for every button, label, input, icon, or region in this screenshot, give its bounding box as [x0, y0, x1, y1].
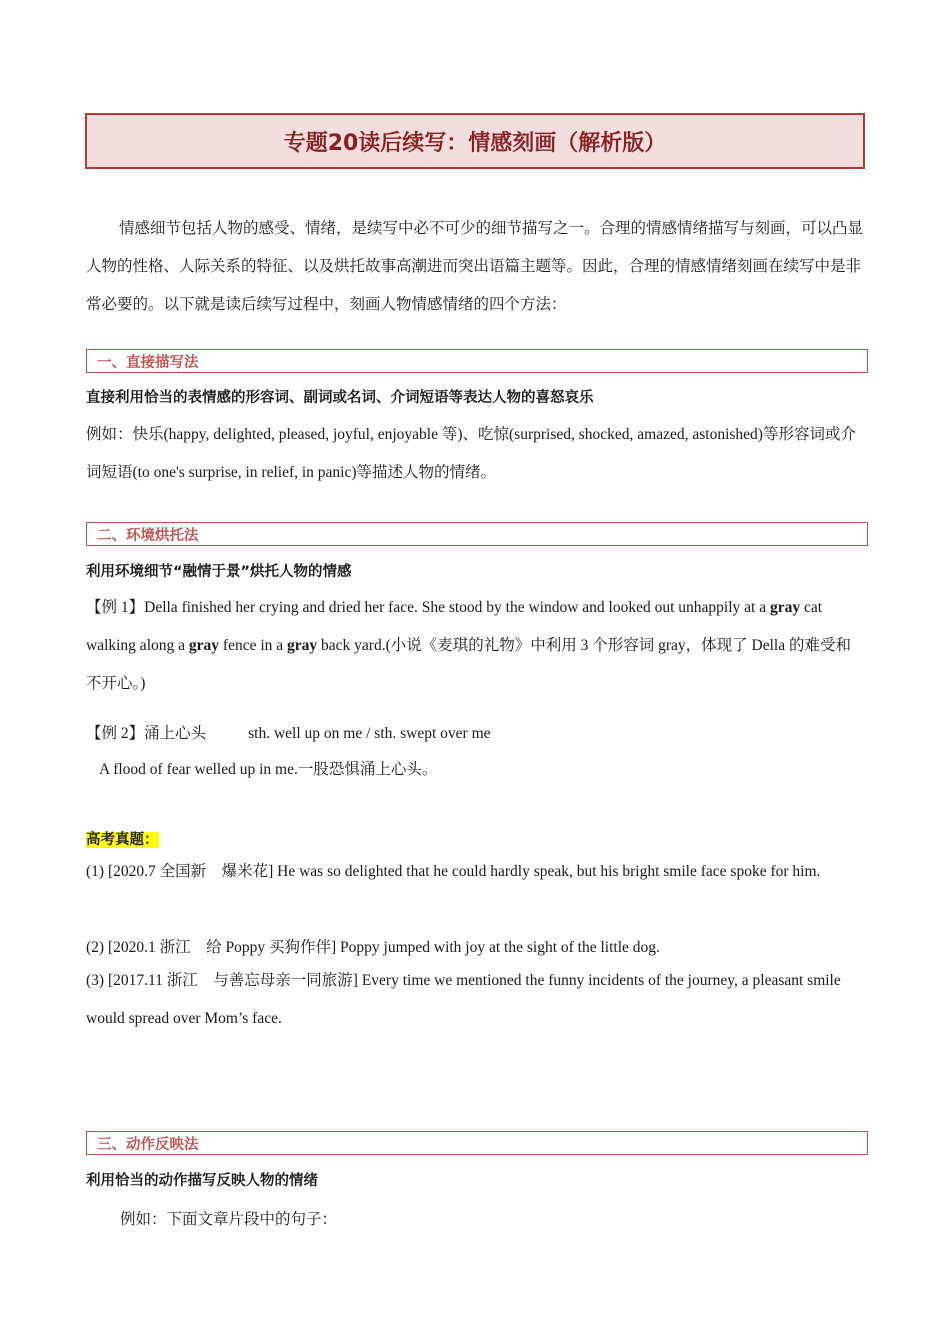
keyword-gray: gray: [188, 637, 220, 654]
page-title: 专题20读后续写：情感刻画（解析版）: [283, 130, 667, 156]
example-1-text: fence in a: [219, 637, 288, 654]
example-1-text: back yard.(小说《麦琪的礼物》中利用 3 个形容词 gray，体现了 Della 的难受和不开心。): [86, 637, 851, 692]
section-heading-text: 二、环境烘托法: [97, 527, 199, 544]
exam-item: (1) [2020.7 全国新 爆米花] He was so delighted that he could hardly speak, but his bright smile face spoke for him.: [86, 863, 821, 880]
title-box: [85, 113, 865, 169]
example-1-text: cat walking along a: [86, 599, 823, 654]
example-line: 例如：下面文章片段中的句子：: [120, 1211, 338, 1228]
example-2-phrase: sth. well up on me / sth. swept over me: [248, 725, 491, 742]
exam-item: (2) [2020.1 浙江 给 Poppy 买狗作伴] Poppy jumped with joy at the sight of the little dog.: [86, 939, 660, 956]
section-subheading: 直接利用恰当的表情感的形容词、副词或名词、介词短语等表达人物的喜怒哀乐: [86, 390, 594, 406]
intro-paragraph: 情感细节包括人物的感受、情绪，是续写中必不可少的细节描写之一。合理的情感情绪描写与刻画，可以凸显人物的性格、人际关系的特征、以及烘托故事高潮进而突出语篇主题等。因此，合理的情感情绪刻画在续写中是非常必要的。以下就是读后续写过程中，刻画人物情感情绪的四个方法：: [86, 220, 864, 313]
section-subheading: 利用环境细节“融情于景”烘托人物的情感: [86, 564, 352, 580]
section-heading-environment: [86, 522, 868, 546]
section-heading-text: 一、直接描写法: [97, 354, 199, 371]
section-heading-direct: [86, 349, 868, 373]
keyword-gray: gray: [769, 599, 801, 616]
keyword-gray: gray: [287, 637, 318, 654]
exam-label: 高考真题：: [86, 832, 159, 848]
example-2-sentence: A flood of fear welled up in me.一股恐惧涌上心头。: [99, 761, 438, 778]
section-heading-text: 三、动作反映法: [97, 1136, 199, 1153]
example-2-line: [86, 721, 491, 743]
example-2-label: 【例 2】涌上心头: [86, 725, 207, 742]
section-subheading: 利用恰当的动作描写反映人物的情绪: [86, 1173, 318, 1189]
example-1-paragraph: [86, 589, 866, 703]
section-heading-action: [86, 1131, 868, 1155]
example-1-text: 【例 1】Della finished her crying and dried her face. She stood by the window and looked out unhappily at a: [86, 599, 770, 616]
example-paragraph: 例如：快乐(happy, delighted, pleased, joyful, enjoyable 等)、吃惊(surprised, shocked, amazed, astonished)等形容词或介词短语(to one's surprise, in relief, in panic)等描述人物的情绪。: [86, 426, 856, 481]
exam-item: (3) [2017.11 浙江 与善忘母亲一同旅游] Every time we mentioned the funny incidents of the journey, a pleasant smile would spread over Mom’s face.: [86, 972, 841, 1027]
exam-label-line: [86, 828, 159, 849]
